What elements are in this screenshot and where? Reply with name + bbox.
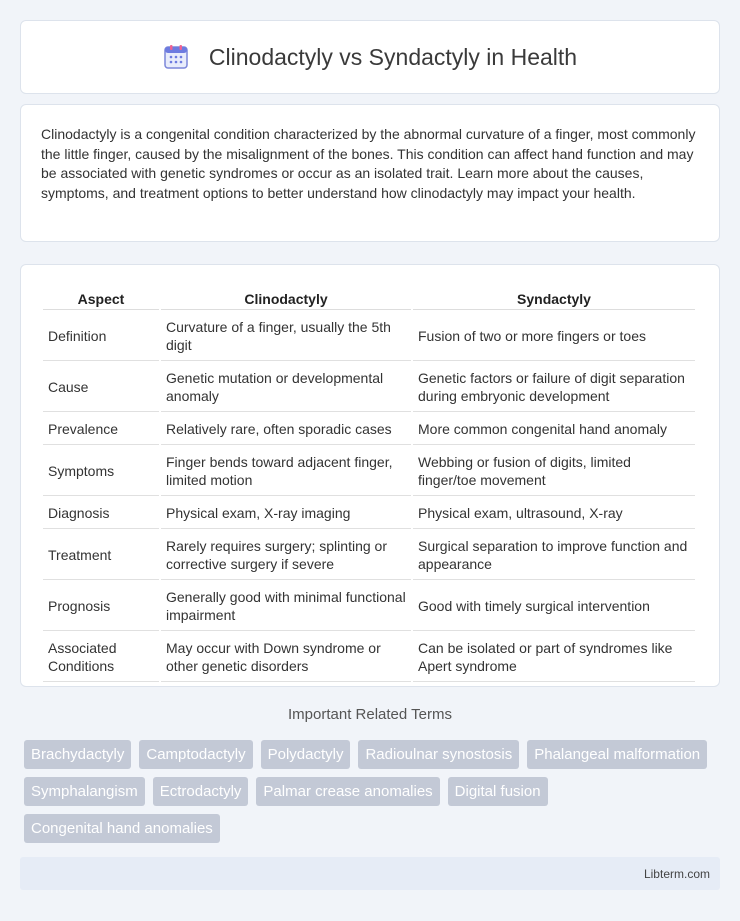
related-term-tag[interactable]: Polydactyly: [261, 740, 351, 769]
table-row: [43, 312, 695, 361]
table-row: [43, 363, 695, 412]
cell-clinodactyly: Finger bends toward adjacent finger, limited motion: [161, 447, 411, 496]
header-card: [20, 20, 720, 94]
cell-aspect: Symptoms: [43, 447, 159, 496]
table-row: [43, 414, 695, 445]
cell-clinodactyly: Generally good with minimal functional impairment: [161, 582, 411, 631]
calendar-icon: [163, 44, 189, 70]
related-term-tag[interactable]: Symphalangism: [24, 777, 145, 806]
comparison-table: [41, 285, 697, 684]
cell-syndactyly: Can be isolated or part of syndromes like Apert syndrome: [413, 633, 695, 682]
cell-clinodactyly: Physical exam, X-ray imaging: [161, 498, 411, 529]
comparison-table-card: [20, 264, 720, 687]
related-term-tag[interactable]: Digital fusion: [448, 777, 548, 806]
cell-syndactyly: More common congenital hand anomaly: [413, 414, 695, 445]
table-row: [43, 582, 695, 631]
cell-syndactyly: Fusion of two or more fingers or toes: [413, 312, 695, 361]
cell-aspect: Diagnosis: [43, 498, 159, 529]
table-row: [43, 531, 695, 580]
cell-aspect: Cause: [43, 363, 159, 412]
intro-text: Clinodactyly is a congenital condition characterized by the abnormal curvature of a finger, most commonly the little finger, caused by the misalignment of the bones. This condition can affect hand function and may be associated with genetic syndromes or occur as an isolated trait. Learn more about the causes, symptoms, and treatment options to better understand how clinodactyly may impact your health.: [41, 126, 696, 201]
related-term-tag[interactable]: Ectrodactyly: [153, 777, 249, 806]
header-clinodactyly: Clinodactyly: [161, 287, 411, 310]
related-term-tag[interactable]: Brachydactyly: [24, 740, 131, 769]
header-syndactyly: Syndactyly: [413, 287, 695, 310]
header-aspect: Aspect: [43, 287, 159, 310]
cell-syndactyly: Webbing or fusion of digits, limited finger/toe movement: [413, 447, 695, 496]
intro-card: [20, 104, 720, 242]
related-term-tag[interactable]: Camptodactyly: [139, 740, 252, 769]
cell-syndactyly: Surgical separation to improve function and appearance: [413, 531, 695, 580]
page-title: Clinodactyly vs Syndactyly in Health: [208, 43, 578, 70]
cell-aspect: Prognosis: [43, 582, 159, 631]
cell-syndactyly: Good with timely surgical intervention: [413, 582, 695, 631]
cell-aspect: Definition: [43, 312, 159, 361]
table-row: [43, 447, 695, 496]
related-term-tag[interactable]: Congenital hand anomalies: [24, 814, 220, 843]
cell-syndactyly: Physical exam, ultrasound, X-ray: [413, 498, 695, 529]
cell-clinodactyly: May occur with Down syndrome or other genetic disorders: [161, 633, 411, 682]
footer-site-link[interactable]: Libterm.com: [643, 867, 710, 881]
cell-aspect: Associated Conditions: [43, 633, 159, 682]
related-terms-title: Important Related Terms: [288, 706, 452, 723]
table-row: [43, 633, 695, 682]
related-term-tag[interactable]: Radioulnar synostosis: [358, 740, 519, 769]
table-header-row: [43, 287, 695, 310]
cell-syndactyly: Genetic factors or failure of digit separation during embryonic development: [413, 363, 695, 412]
cell-clinodactyly: Relatively rare, often sporadic cases: [161, 414, 411, 445]
cell-clinodactyly: Genetic mutation or developmental anomaly: [161, 363, 411, 412]
cell-aspect: Prevalence: [43, 414, 159, 445]
table-row: [43, 498, 695, 529]
cell-clinodactyly: Rarely requires surgery; splinting or corrective surgery if severe: [161, 531, 411, 580]
footer: [20, 857, 720, 890]
related-terms-tags: [24, 740, 714, 843]
related-term-tag[interactable]: Phalangeal malformation: [527, 740, 707, 769]
related-term-tag[interactable]: Palmar crease anomalies: [256, 777, 439, 806]
cell-clinodactyly: Curvature of a finger, usually the 5th digit: [161, 312, 411, 361]
cell-aspect: Treatment: [43, 531, 159, 580]
